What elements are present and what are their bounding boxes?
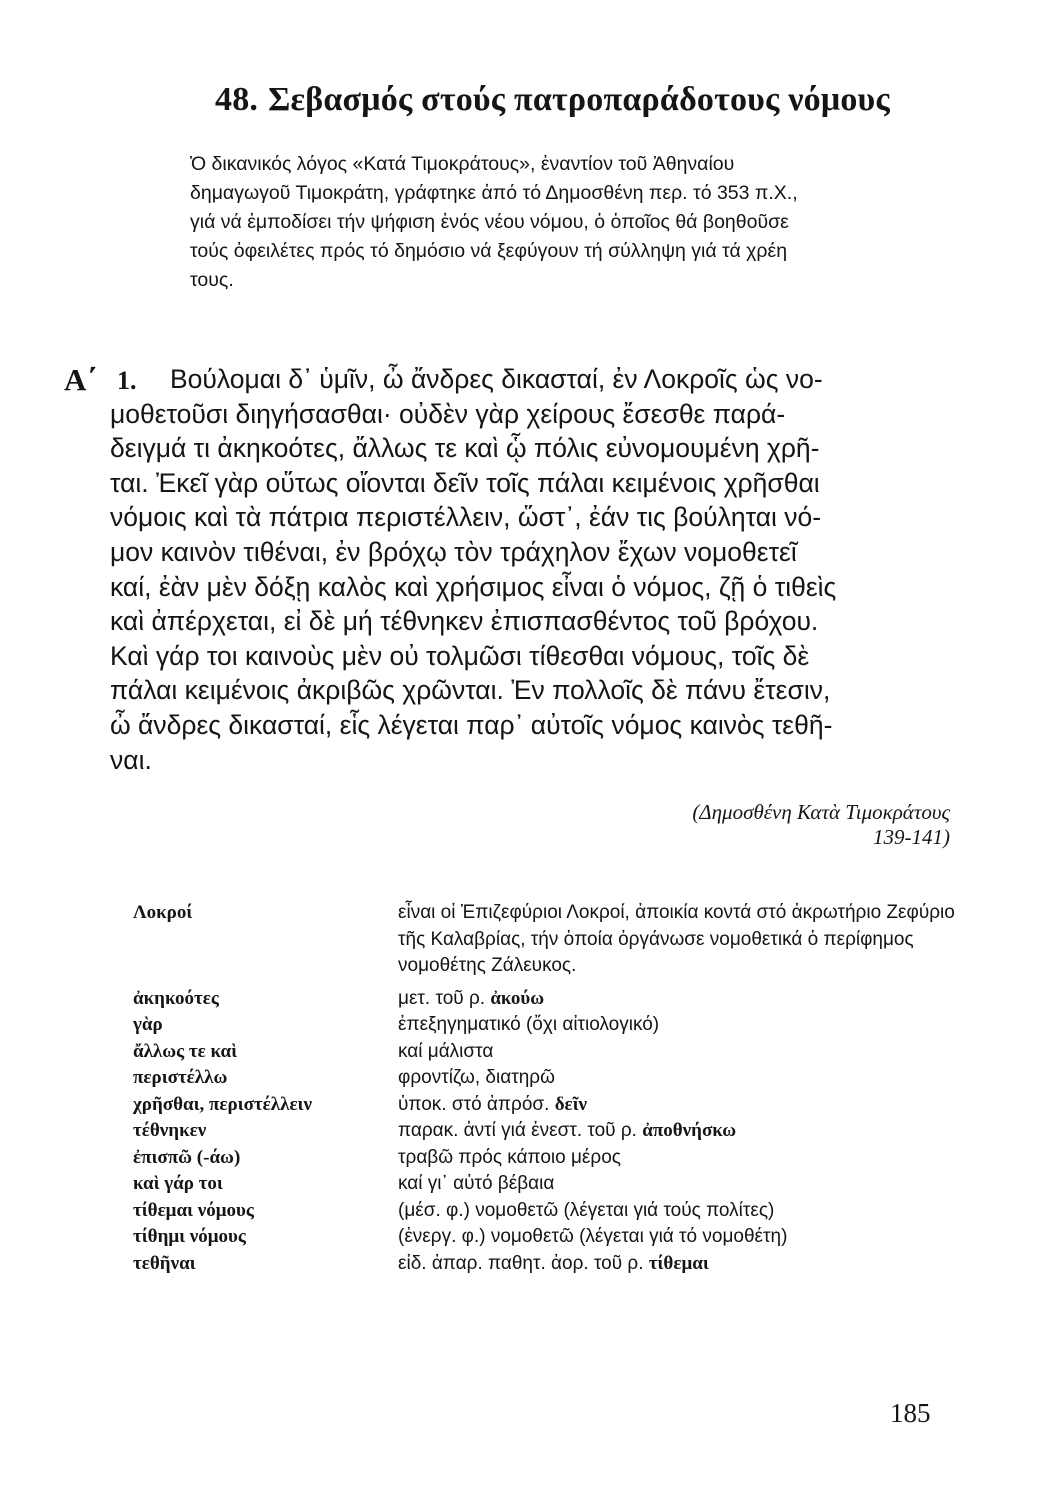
paragraph-number: 1. [117,366,137,395]
glossary-row [133,1118,963,1145]
text-line: μοθετοῦσι διηγήσασθαι· οὐδὲν γὰρ χείρους ἔσεσθε παρά- [110,398,786,429]
glossary-row [133,986,963,1013]
glossary-definition: καί μάλιστα [398,1040,494,1062]
text-line: ὦ ἄνδρες δικασταί, εἷς λέγεται παρ᾽ αὐτοῖς νόμος καινὸς τεθῆ- [110,709,833,740]
definition-text: παρακ. ἀντί γιά ἐνεστ. τοῦ ρ. [398,1120,637,1141]
glossary-term: χρῆσθαι, περιστέλλειν [133,1093,312,1115]
glossary-definition: καί γι᾽ αὐτό βέβαια [398,1173,555,1194]
text-line: δειγμά τι ἀκηκοότες, ἄλλως τε καὶ ᾧ πόλις εὐνομουμένη χρῆ- [110,433,820,464]
text-line: καὶ ἀπέρχεται, εἰ δὲ μή τέθνηκεν ἐπισπασθέντος τοῦ βρόχου. [110,606,819,637]
intro-paragraph [190,150,960,295]
glossary-row [133,1065,963,1092]
intro-line: γιά νά ἐμποδίσει τήν ψήφιση ἑνός νέου νόμου, ὁ ὁποῖος θά βοηθοῦσε [190,211,789,233]
section-marker: Α΄ [64,362,97,397]
glossary-term: γὰρ [133,1014,163,1035]
definition-bold: δεῖν [554,1093,588,1115]
text-line: ναι. [110,744,152,775]
glossary [133,900,963,1277]
definition-text: εἰδ. ἀπαρ. παθητ. ἀορ. τοῦ ρ. [398,1252,644,1274]
intro-line: Ὁ δικανικός λόγος «Κατά Τιμοκράτους», ἐναντίον τοῦ Ἀθηναίου [190,153,735,175]
glossary-term: τίθεμαι νόμους [133,1199,254,1221]
glossary-definition: φροντίζω, διατηρῶ [398,1067,555,1088]
text-line: καί, ἐὰν μὲν δόξῃ καλὸς καὶ χρήσιμος εἶναι ὁ νόμος, ζῇ ὁ τιθεὶς [110,571,837,602]
glossary-term: τίθημι νόμους [133,1226,246,1247]
page-number: 185 [890,1398,931,1428]
glossary-row [133,1224,963,1251]
text-line: Βούλομαι δ᾽ ὑμῖν, ὦ ἄνδρες δικασταί, ἐν Λοκροῖς ὡς νο- [170,364,823,394]
glossary-row [133,1145,963,1172]
glossary-definition [398,1251,958,1278]
intro-line: δημαγωγοῦ Τιμοκράτη, γράφτηκε ἀπό τό Δημοσθένη περ. τό 353 π.Χ., [190,182,798,204]
glossary-definition [398,1092,958,1119]
glossary-term: καὶ γάρ τοι [133,1173,223,1194]
ancient-greek-text [110,362,970,777]
text-line: ται. Ἐκεῖ γὰρ οὕτως οἴονται δεῖν τοῖς πάλαι κειμένοις χρῆσθαι [110,467,820,498]
definition-bold: τίθεμαι [648,1252,709,1274]
text-line: Καὶ γάρ τοι καινοὺς μὲν οὐ τολμῶσι τίθεσθαι νόμους, τοῖς δὲ [110,640,810,671]
glossary-row [133,900,963,980]
glossary-row [133,1012,963,1039]
glossary-term: Λοκροί [133,902,193,923]
glossary-definition [398,1118,958,1145]
source-citation: (Δημοσθένη Κατὰ Τιμοκράτους 139-141) [692,800,950,849]
glossary-term: ἐπισπῶ (-άω) [133,1146,241,1168]
glossary-row [133,1171,963,1198]
glossary-definition: τραβῶ πρός κάποιο μέρος [398,1146,621,1168]
glossary-term: περιστέλλω [133,1067,228,1088]
glossary-row [133,1039,963,1066]
glossary-definition [398,986,958,1013]
chapter-number: 48. [215,81,259,118]
glossary-row [133,1092,963,1119]
glossary-definition: ἐπεξηγηματικό (ὄχι αἰτιολογικό) [398,1014,660,1035]
definition-text: μετ. τοῦ ρ. [398,987,486,1009]
glossary-definition: (μέσ. φ.) νομοθετῶ (λέγεται γιά τούς πολίτες) [398,1199,775,1221]
definition-bold: ἀκούω [490,987,545,1009]
glossary-row [133,1198,963,1225]
text-line: πάλαι κειμένοις ἀκριβῶς χρῶνται. Ἐν πολλοῖς δὲ πάνυ ἔτεσιν, [110,675,831,706]
intro-line: τούς ὀφειλέτες πρός τό δημόσιο νά ξεφύγουν τή σύλληψη γιά τά χρέη [190,240,788,262]
glossary-row [133,1251,963,1278]
intro-line: τους. [190,269,234,291]
definition-text: ὑποκ. στό ἀπρόσ. [398,1093,550,1115]
text-line: μον καινὸν τιθέναι, ἐν βρόχῳ τὸν τράχηλον ἔχων νομοθετεῖ [110,536,797,567]
glossary-term: ἄλλως τε καὶ [133,1040,238,1062]
glossary-term: τεθῆναι [133,1252,196,1274]
glossary-term: ἀκηκοότες [133,987,219,1009]
chapter-title-text: Σεβασμός στούς πατροπαράδοτους νόμους [268,81,890,118]
chapter-title [215,78,915,122]
definition-bold: ἀποθνήσκω [642,1120,737,1141]
glossary-term: τέθνηκεν [133,1120,207,1141]
text-line: νόμοις καὶ τὰ πάτρια περιστέλλειν, ὥστ᾽, ἐάν τις βούληται νό- [110,502,822,533]
glossary-definition: εἶναι οἱ Ἐπιζεφύριοι Λοκροί, ἀποικία κοντά στό ἀκρωτήριο Ζεφύριο τῆς Καλαβρίας, τήν ὁποία ὀργάνωσε νομοθετικά ὁ περίφημος νομοθέτης Ζάλευκος. [398,902,955,976]
glossary-definition: (ἐνεργ. φ.) νομοθετῶ (λέγεται γιά τό νομοθέτη) [398,1226,788,1247]
